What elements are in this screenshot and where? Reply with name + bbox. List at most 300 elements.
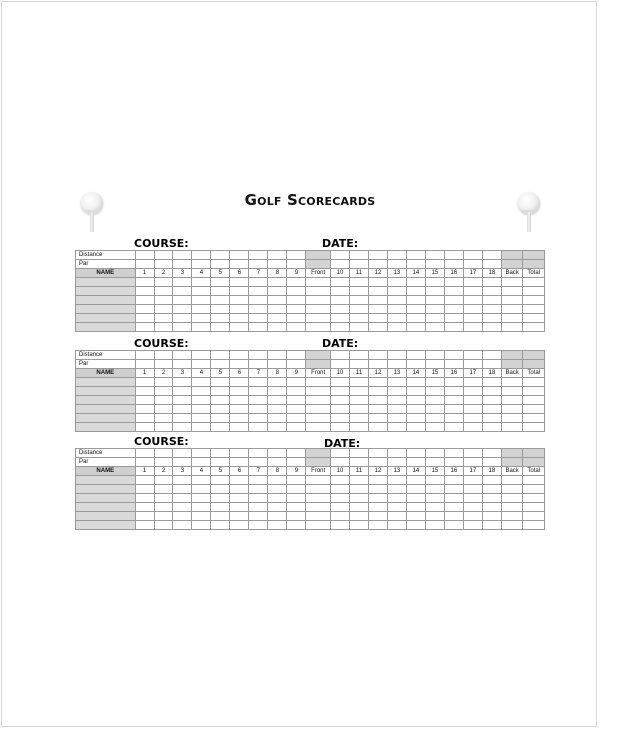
score-cell bbox=[211, 423, 230, 432]
player-name-cell bbox=[76, 287, 136, 296]
hole-header-total: Total bbox=[523, 369, 545, 378]
par-cell bbox=[154, 260, 173, 269]
score-cell bbox=[463, 396, 482, 405]
hole-header-1: 1 bbox=[135, 467, 154, 476]
hole-header-3: 3 bbox=[173, 467, 192, 476]
distance-cell bbox=[249, 351, 268, 360]
par-cell bbox=[501, 458, 523, 467]
score-cell bbox=[349, 314, 368, 323]
score-cell bbox=[523, 476, 545, 485]
score-cell bbox=[154, 494, 173, 503]
distance-cell bbox=[463, 351, 482, 360]
hole-header-10: 10 bbox=[331, 467, 350, 476]
score-cell bbox=[523, 405, 545, 414]
score-cell bbox=[230, 396, 249, 405]
score-cell bbox=[268, 494, 287, 503]
par-cell bbox=[287, 458, 306, 467]
score-cell bbox=[154, 305, 173, 314]
score-cell bbox=[425, 494, 444, 503]
par-cell bbox=[192, 360, 211, 369]
distance-cell bbox=[523, 351, 545, 360]
score-cell bbox=[249, 287, 268, 296]
score-cell bbox=[173, 378, 192, 387]
par-cell bbox=[306, 360, 331, 369]
distance-cell bbox=[287, 351, 306, 360]
score-cell bbox=[425, 405, 444, 414]
score-cell bbox=[192, 485, 211, 494]
score-cell bbox=[173, 296, 192, 305]
par-cell bbox=[192, 458, 211, 467]
par-cell bbox=[444, 260, 463, 269]
score-cell bbox=[211, 287, 230, 296]
par-cell bbox=[425, 360, 444, 369]
par-cell bbox=[463, 260, 482, 269]
score-cell bbox=[154, 423, 173, 432]
distance-cell bbox=[368, 351, 387, 360]
hole-header-row bbox=[76, 269, 545, 278]
course-label: COURSE: bbox=[134, 237, 189, 250]
hole-header-front: Front bbox=[306, 369, 331, 378]
hole-header-back: Back bbox=[501, 369, 523, 378]
hole-header-16: 16 bbox=[444, 369, 463, 378]
score-cell bbox=[249, 485, 268, 494]
score-cell bbox=[349, 296, 368, 305]
score-cell bbox=[192, 503, 211, 512]
score-cell bbox=[211, 387, 230, 396]
player-row bbox=[76, 378, 545, 387]
hole-header-18: 18 bbox=[482, 269, 501, 278]
score-cell bbox=[463, 323, 482, 332]
score-cell bbox=[135, 405, 154, 414]
distance-cell bbox=[349, 351, 368, 360]
score-cell bbox=[444, 296, 463, 305]
distance-cell bbox=[425, 351, 444, 360]
score-cell bbox=[331, 503, 350, 512]
score-cell bbox=[406, 405, 425, 414]
hole-header-17: 17 bbox=[463, 467, 482, 476]
score-cell bbox=[501, 476, 523, 485]
score-cell bbox=[211, 485, 230, 494]
score-cell bbox=[406, 503, 425, 512]
distance-cell bbox=[249, 449, 268, 458]
hole-header-8: 8 bbox=[268, 467, 287, 476]
score-cell bbox=[349, 287, 368, 296]
distance-cell bbox=[425, 449, 444, 458]
score-cell bbox=[501, 323, 523, 332]
score-cell bbox=[444, 414, 463, 423]
score-cell bbox=[444, 314, 463, 323]
score-cell bbox=[268, 287, 287, 296]
score-cell bbox=[192, 378, 211, 387]
score-cell bbox=[306, 485, 331, 494]
hole-header-15: 15 bbox=[425, 467, 444, 476]
score-cell bbox=[501, 414, 523, 423]
player-name-cell bbox=[76, 378, 136, 387]
score-cell bbox=[306, 414, 331, 423]
score-cell bbox=[406, 414, 425, 423]
score-cell bbox=[192, 521, 211, 530]
distance-cell bbox=[192, 449, 211, 458]
scorecard-header bbox=[75, 336, 528, 350]
par-label: Par bbox=[76, 360, 136, 369]
distance-cell bbox=[230, 351, 249, 360]
hole-header-13: 13 bbox=[387, 467, 406, 476]
name-column-header: NAME bbox=[76, 269, 136, 278]
score-cell bbox=[173, 414, 192, 423]
par-cell bbox=[406, 458, 425, 467]
score-cell bbox=[287, 396, 306, 405]
score-cell bbox=[387, 414, 406, 423]
score-cell bbox=[154, 396, 173, 405]
hole-header-14: 14 bbox=[406, 467, 425, 476]
score-cell bbox=[331, 512, 350, 521]
score-cell bbox=[192, 296, 211, 305]
distance-cell bbox=[406, 449, 425, 458]
par-row bbox=[76, 458, 545, 467]
score-cell bbox=[154, 378, 173, 387]
score-cell bbox=[268, 278, 287, 287]
score-cell bbox=[268, 503, 287, 512]
score-cell bbox=[523, 512, 545, 521]
score-cell bbox=[387, 396, 406, 405]
par-cell bbox=[230, 360, 249, 369]
hole-header-12: 12 bbox=[368, 369, 387, 378]
score-cell bbox=[444, 503, 463, 512]
score-cell bbox=[331, 296, 350, 305]
distance-cell bbox=[154, 449, 173, 458]
score-cell bbox=[249, 314, 268, 323]
score-cell bbox=[211, 314, 230, 323]
score-cell bbox=[463, 378, 482, 387]
distance-cell bbox=[192, 351, 211, 360]
scorecard bbox=[75, 336, 541, 432]
score-cell bbox=[387, 296, 406, 305]
score-cell bbox=[287, 278, 306, 287]
score-cell bbox=[306, 287, 331, 296]
score-cell bbox=[444, 485, 463, 494]
score-cell bbox=[501, 405, 523, 414]
par-cell bbox=[331, 458, 350, 467]
score-cell bbox=[192, 405, 211, 414]
score-cell bbox=[192, 476, 211, 485]
player-row bbox=[76, 423, 545, 432]
scorecard bbox=[75, 434, 541, 530]
hole-header-6: 6 bbox=[230, 269, 249, 278]
score-cell bbox=[368, 476, 387, 485]
scorecard bbox=[75, 236, 541, 332]
distance-cell bbox=[463, 449, 482, 458]
distance-cell bbox=[230, 251, 249, 260]
score-cell bbox=[287, 314, 306, 323]
score-cell bbox=[154, 278, 173, 287]
score-cell bbox=[349, 512, 368, 521]
score-cell bbox=[425, 314, 444, 323]
score-cell bbox=[501, 423, 523, 432]
score-cell bbox=[444, 323, 463, 332]
score-cell bbox=[268, 396, 287, 405]
score-cell bbox=[368, 414, 387, 423]
score-cell bbox=[368, 387, 387, 396]
score-cell bbox=[192, 278, 211, 287]
distance-cell bbox=[268, 449, 287, 458]
score-cell bbox=[444, 387, 463, 396]
distance-cell bbox=[523, 449, 545, 458]
score-cell bbox=[331, 278, 350, 287]
par-cell bbox=[135, 360, 154, 369]
score-cell bbox=[211, 323, 230, 332]
score-cell bbox=[287, 296, 306, 305]
score-cell bbox=[387, 476, 406, 485]
date-label: DATE: bbox=[322, 237, 359, 250]
score-cell bbox=[387, 405, 406, 414]
score-cell bbox=[268, 305, 287, 314]
score-cell bbox=[135, 423, 154, 432]
distance-label: Distance bbox=[76, 251, 136, 260]
score-cell bbox=[192, 323, 211, 332]
par-cell bbox=[444, 458, 463, 467]
par-cell bbox=[173, 458, 192, 467]
score-cell bbox=[349, 278, 368, 287]
score-cell bbox=[287, 512, 306, 521]
score-cell bbox=[368, 305, 387, 314]
hole-header-9: 9 bbox=[287, 467, 306, 476]
score-table bbox=[75, 448, 545, 530]
score-cell bbox=[173, 396, 192, 405]
score-cell bbox=[230, 287, 249, 296]
score-cell bbox=[331, 494, 350, 503]
score-cell bbox=[249, 405, 268, 414]
score-cell bbox=[135, 287, 154, 296]
distance-row bbox=[76, 251, 545, 260]
score-cell bbox=[523, 387, 545, 396]
score-cell bbox=[211, 476, 230, 485]
distance-cell bbox=[135, 251, 154, 260]
score-cell bbox=[387, 423, 406, 432]
document-title: Golf Scorecards bbox=[244, 191, 376, 209]
score-cell bbox=[306, 405, 331, 414]
score-cell bbox=[501, 396, 523, 405]
score-cell bbox=[230, 405, 249, 414]
hole-header-5: 5 bbox=[211, 467, 230, 476]
distance-cell bbox=[249, 251, 268, 260]
score-cell bbox=[306, 476, 331, 485]
hole-header-1: 1 bbox=[135, 369, 154, 378]
score-cell bbox=[173, 387, 192, 396]
par-cell bbox=[268, 360, 287, 369]
hole-header-3: 3 bbox=[173, 369, 192, 378]
score-cell bbox=[463, 494, 482, 503]
score-cell bbox=[368, 494, 387, 503]
distance-cell bbox=[287, 251, 306, 260]
score-cell bbox=[349, 414, 368, 423]
score-cell bbox=[306, 296, 331, 305]
distance-cell bbox=[425, 251, 444, 260]
distance-label: Distance bbox=[76, 351, 136, 360]
score-cell bbox=[192, 512, 211, 521]
score-cell bbox=[331, 396, 350, 405]
score-cell bbox=[331, 485, 350, 494]
distance-cell bbox=[387, 251, 406, 260]
distance-cell bbox=[173, 449, 192, 458]
score-cell bbox=[387, 512, 406, 521]
distance-cell bbox=[444, 449, 463, 458]
date-label: DATE: bbox=[324, 437, 361, 450]
score-cell bbox=[135, 378, 154, 387]
score-cell bbox=[192, 305, 211, 314]
score-cell bbox=[501, 521, 523, 530]
score-cell bbox=[406, 323, 425, 332]
score-cell bbox=[349, 485, 368, 494]
distance-cell bbox=[173, 351, 192, 360]
score-cell bbox=[425, 476, 444, 485]
date-label: DATE: bbox=[322, 337, 359, 350]
player-name-cell bbox=[76, 521, 136, 530]
course-label: COURSE: bbox=[134, 435, 189, 448]
score-cell bbox=[306, 305, 331, 314]
score-cell bbox=[287, 323, 306, 332]
score-cell bbox=[268, 405, 287, 414]
par-cell bbox=[211, 360, 230, 369]
player-row bbox=[76, 396, 545, 405]
distance-cell bbox=[501, 251, 523, 260]
distance-cell bbox=[306, 351, 331, 360]
score-cell bbox=[523, 314, 545, 323]
par-cell bbox=[425, 260, 444, 269]
score-cell bbox=[249, 494, 268, 503]
score-cell bbox=[268, 314, 287, 323]
score-cell bbox=[192, 423, 211, 432]
score-cell bbox=[463, 414, 482, 423]
score-cell bbox=[211, 278, 230, 287]
score-cell bbox=[406, 485, 425, 494]
score-cell bbox=[523, 378, 545, 387]
par-cell bbox=[349, 360, 368, 369]
hole-header-7: 7 bbox=[249, 269, 268, 278]
score-cell bbox=[135, 485, 154, 494]
hole-header-3: 3 bbox=[173, 269, 192, 278]
player-name-cell bbox=[76, 296, 136, 305]
par-cell bbox=[230, 260, 249, 269]
par-cell bbox=[387, 458, 406, 467]
score-cell bbox=[306, 314, 331, 323]
score-cell bbox=[173, 494, 192, 503]
score-cell bbox=[135, 314, 154, 323]
distance-cell bbox=[287, 449, 306, 458]
hole-header-17: 17 bbox=[463, 269, 482, 278]
score-cell bbox=[482, 423, 501, 432]
par-cell bbox=[349, 260, 368, 269]
player-row bbox=[76, 287, 545, 296]
player-row bbox=[76, 314, 545, 323]
score-cell bbox=[349, 323, 368, 332]
score-cell bbox=[154, 512, 173, 521]
score-cell bbox=[368, 423, 387, 432]
score-cell bbox=[211, 503, 230, 512]
par-cell bbox=[482, 260, 501, 269]
score-cell bbox=[349, 405, 368, 414]
score-cell bbox=[425, 521, 444, 530]
score-cell bbox=[463, 512, 482, 521]
score-cell bbox=[192, 387, 211, 396]
par-cell bbox=[368, 260, 387, 269]
par-row bbox=[76, 260, 545, 269]
score-cell bbox=[331, 314, 350, 323]
hole-header-15: 15 bbox=[425, 369, 444, 378]
distance-row bbox=[76, 449, 545, 458]
score-cell bbox=[444, 512, 463, 521]
score-cell bbox=[444, 423, 463, 432]
score-cell bbox=[173, 323, 192, 332]
hole-header-12: 12 bbox=[368, 269, 387, 278]
player-name-cell bbox=[76, 414, 136, 423]
score-cell bbox=[249, 512, 268, 521]
distance-cell bbox=[368, 449, 387, 458]
score-cell bbox=[387, 305, 406, 314]
score-cell bbox=[482, 521, 501, 530]
score-cell bbox=[287, 405, 306, 414]
scorecard-header bbox=[75, 434, 528, 448]
score-cell bbox=[331, 423, 350, 432]
score-cell bbox=[192, 414, 211, 423]
score-cell bbox=[523, 396, 545, 405]
score-cell bbox=[173, 521, 192, 530]
score-cell bbox=[306, 396, 331, 405]
score-cell bbox=[523, 305, 545, 314]
score-cell bbox=[444, 278, 463, 287]
par-cell bbox=[523, 458, 545, 467]
score-cell bbox=[306, 503, 331, 512]
score-cell bbox=[368, 485, 387, 494]
score-cell bbox=[173, 512, 192, 521]
hole-header-7: 7 bbox=[249, 467, 268, 476]
score-cell bbox=[230, 503, 249, 512]
par-cell bbox=[463, 360, 482, 369]
distance-cell bbox=[387, 351, 406, 360]
score-cell bbox=[406, 494, 425, 503]
score-cell bbox=[368, 296, 387, 305]
par-row bbox=[76, 360, 545, 369]
hole-header-16: 16 bbox=[444, 269, 463, 278]
par-cell bbox=[368, 458, 387, 467]
score-cell bbox=[154, 521, 173, 530]
score-cell bbox=[331, 305, 350, 314]
player-name-cell bbox=[76, 323, 136, 332]
player-name-cell bbox=[76, 476, 136, 485]
score-cell bbox=[173, 485, 192, 494]
par-cell bbox=[406, 360, 425, 369]
score-cell bbox=[287, 503, 306, 512]
score-cell bbox=[425, 503, 444, 512]
par-cell bbox=[482, 360, 501, 369]
score-cell bbox=[287, 521, 306, 530]
score-cell bbox=[406, 521, 425, 530]
score-cell bbox=[173, 423, 192, 432]
score-cell bbox=[387, 387, 406, 396]
hole-header-13: 13 bbox=[387, 369, 406, 378]
score-cell bbox=[249, 305, 268, 314]
score-cell bbox=[249, 296, 268, 305]
hole-header-total: Total bbox=[523, 269, 545, 278]
par-cell bbox=[501, 360, 523, 369]
score-cell bbox=[523, 278, 545, 287]
score-cell bbox=[268, 485, 287, 494]
score-cell bbox=[463, 314, 482, 323]
hole-header-10: 10 bbox=[331, 269, 350, 278]
score-cell bbox=[501, 387, 523, 396]
distance-cell bbox=[444, 251, 463, 260]
score-cell bbox=[306, 494, 331, 503]
score-cell bbox=[523, 503, 545, 512]
